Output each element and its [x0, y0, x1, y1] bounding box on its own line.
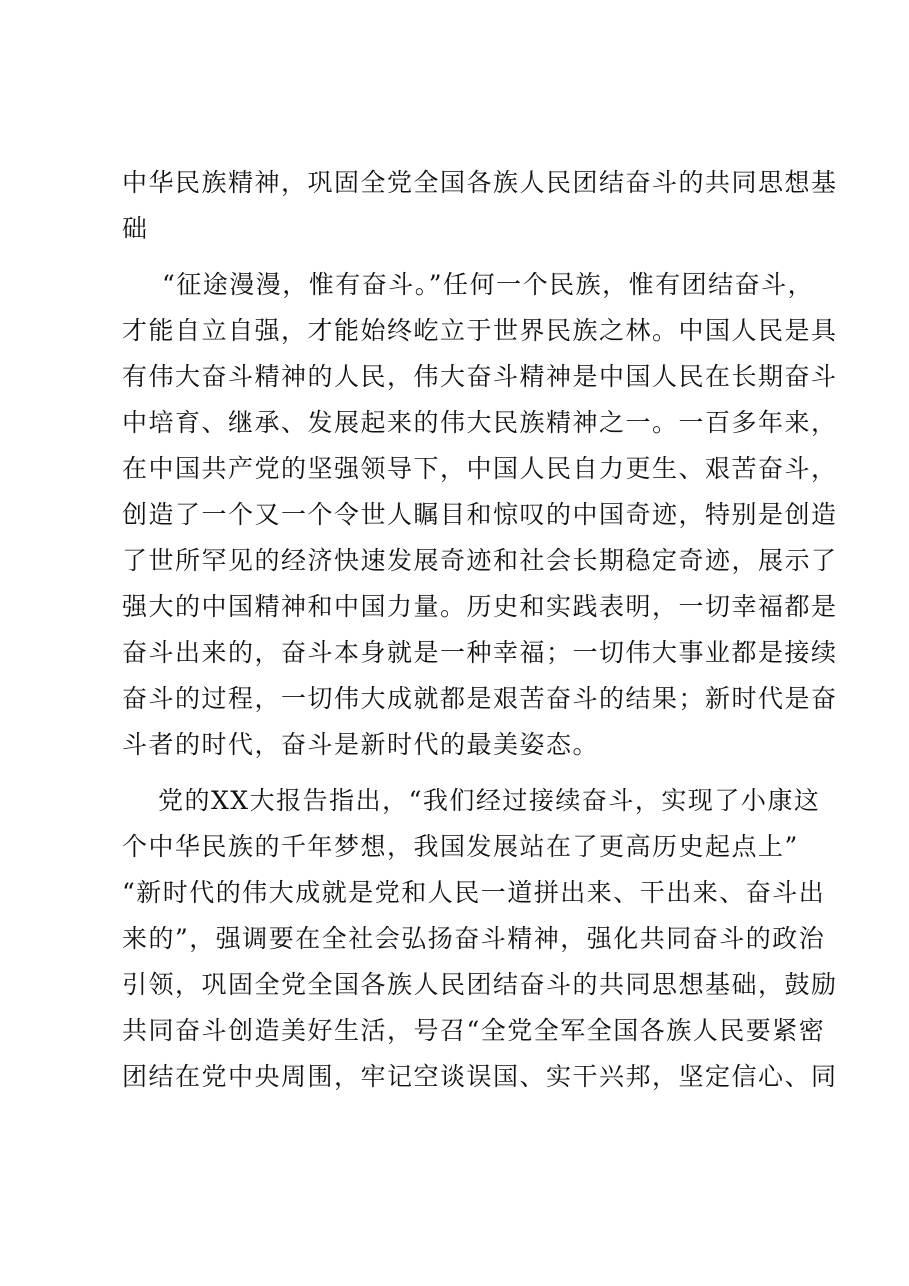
text-line: 党的XX大报告指出，“我们经过接续奋斗，实现了小康这: [158, 786, 821, 815]
text-line: 强大的中国精神和中国力量。历史和实践表明，一切幸福都是: [122, 592, 838, 621]
text-line: 团结在党中央周围，牢记空谈误国、实干兴邦，坚定信心、同: [122, 1062, 838, 1091]
text-line: 共同奋斗创造美好生活，号召“全党全军全国各族人民要紧密: [122, 1016, 826, 1045]
text-line: 创造了一个又一个令世人瞩目和惊叹的中国奇迹，特别是创造: [122, 500, 838, 529]
paragraph-party-report: [122, 778, 838, 1100]
text-line: 奋斗出来的，奋斗本身就是一种幸福；一切伟大事业都是接续: [122, 638, 838, 667]
text-line: 来的”，强调要在全社会弘扬奋斗精神，强化共同奋斗的政治: [122, 924, 826, 953]
text-line: 个中华民族的千年梦想，我国发展站在了更高历史起点上”: [122, 832, 799, 861]
text-line: 中华民族精神，巩固全党全国各族人民团结奋斗的共同思想基: [122, 168, 838, 197]
paragraph-continuation: [122, 160, 838, 252]
text-line: 在中国共产党的坚强领导下，中国人民自力更生、艰苦奋斗，: [122, 454, 838, 483]
text-line: 奋斗的过程，一切伟大成就都是艰苦奋斗的结果；新时代是奋: [122, 684, 838, 713]
paragraph-struggle-spirit: [122, 262, 838, 768]
text-line: 中培育、继承、发展起来的伟大民族精神之一。一百多年来，: [122, 408, 838, 437]
text-line: “征途漫漫，惟有奋斗。”任何一个民族，惟有团结奋斗，: [162, 270, 815, 299]
text-line: 斗者的时代，奋斗是新时代的最美姿态。: [122, 730, 600, 759]
text-line: 有伟大奋斗精神的人民，伟大奋斗精神是中国人民在长期奋斗: [122, 362, 838, 391]
text-line: 了世所罕见的经济快速发展奇迹和社会长期稳定奇迹，展示了: [122, 546, 838, 575]
text-line: 引领，巩固全党全国各族人民团结奋斗的共同思想基础，鼓励: [122, 970, 838, 999]
text-line: “新时代的伟大成就是党和人民一道拼出来、干出来、奋斗出: [122, 878, 826, 907]
text-line: 础: [122, 214, 149, 243]
document-body: [122, 160, 838, 1100]
text-line: 才能自立自强，才能始终屹立于世界民族之林。中国人民是具: [122, 316, 838, 345]
